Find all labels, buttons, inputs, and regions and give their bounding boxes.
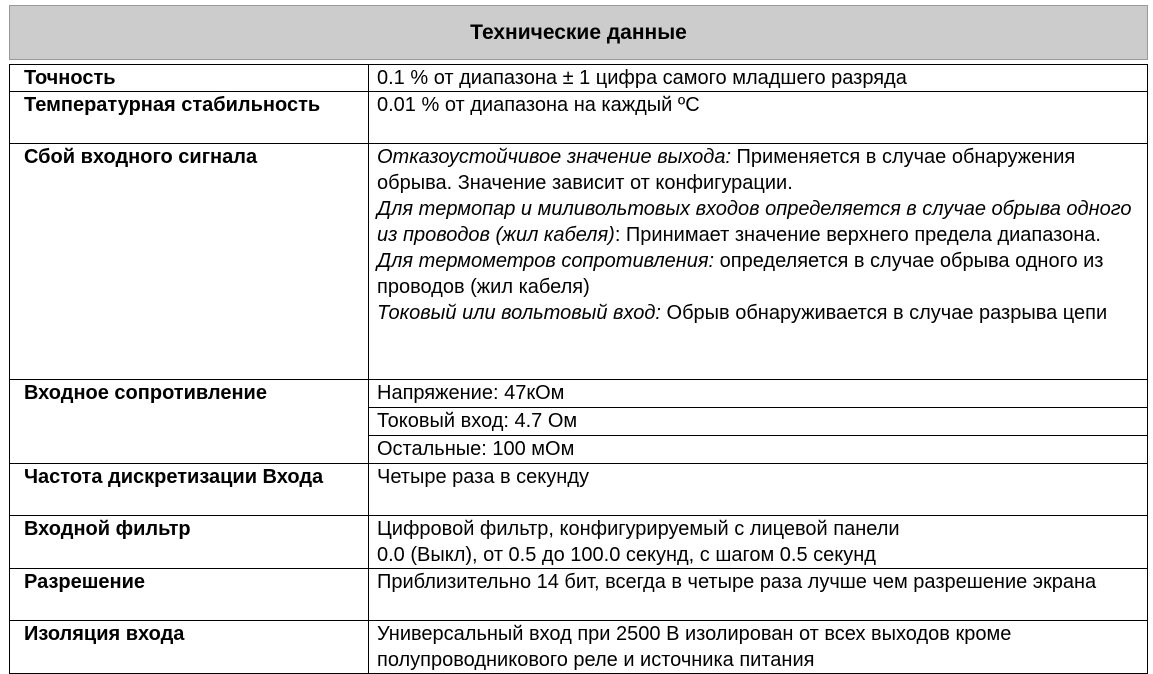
row-label-input-failure: Сбой входного сигнала (10, 144, 369, 380)
page-title: Технические данные (9, 5, 1148, 60)
row-label-sampling: Частота дискретизации Входа (10, 464, 369, 516)
row-value-voltage-resistance: Напряжение: 47кОм (369, 380, 1148, 408)
rtd-term: Для термометров сопротивления: (377, 250, 715, 272)
row-value-other-resistance: Остальные: 100 мОм (369, 436, 1148, 464)
row-label-temp-stability: Температурная стабильность (10, 92, 369, 144)
failsafe-output-term: Отказоустойчивое значение выхода: (377, 146, 731, 168)
row-value-filter (369, 516, 1148, 569)
row-value-current-resistance: Токовый вход: 4.7 Ом (369, 408, 1148, 436)
row-value-isolation: Универсальный вход при 2500 В изолирован от всех выходов кроме полупроводникового реле и источника питания (369, 621, 1148, 674)
row-label-input-resistance: Входное сопротивление (10, 380, 369, 464)
row-label-resolution: Разрешение (10, 569, 369, 621)
thermocouple-term: Для термопар и миливольтовых входов определяется в случае обрыва одного из проводов (жил кабеля) (377, 198, 1132, 246)
thermocouple-text: : Принимает значение верхнего предела диапазона. (614, 224, 1101, 246)
row-value-resolution: Приблизительно 14 бит, всегда в четыре раза лучше чем разрешение экрана (369, 569, 1148, 621)
filter-line-1: Цифровой фильтр, конфигурируемый с лицевой панели (377, 518, 900, 540)
table-row (10, 516, 1148, 569)
row-label-isolation: Изоляция входа (10, 621, 369, 674)
spec-table (9, 64, 1148, 674)
rtd-text: определяется в случае обрыва одного из проводов (жил кабеля) (377, 250, 1104, 298)
failsafe-output-text: Применяется в случае обнаружения обрыва. Значение зависит от конфигурации. (377, 146, 1076, 194)
table-row (10, 144, 1148, 380)
table-row (10, 464, 1148, 516)
table-row (10, 621, 1148, 674)
row-value-accuracy: 0.1 % от диапазона ± 1 цифра самого младшего разряда (369, 65, 1148, 92)
spec-sheet (9, 5, 1148, 674)
table-row (10, 380, 1148, 408)
filter-line-2: 0.0 (Выкл), от 0.5 до 100.0 секунд, с шагом 0.5 секунд (377, 544, 876, 566)
table-row (10, 569, 1148, 621)
row-label-accuracy: Точность (10, 65, 369, 92)
current-voltage-text: Обрыв обнаруживается в случае разрыва цепи (660, 302, 1108, 324)
table-row (10, 92, 1148, 144)
row-value-temp-stability: 0.01 % от диапазона на каждый ºC (369, 92, 1148, 144)
row-value-input-failure (369, 144, 1148, 380)
current-voltage-term: Токовый или вольтовый вход: (377, 302, 661, 324)
row-value-sampling: Четыре раза в секунду (369, 464, 1148, 516)
table-row (10, 65, 1148, 92)
row-label-filter: Входной фильтр (10, 516, 369, 569)
